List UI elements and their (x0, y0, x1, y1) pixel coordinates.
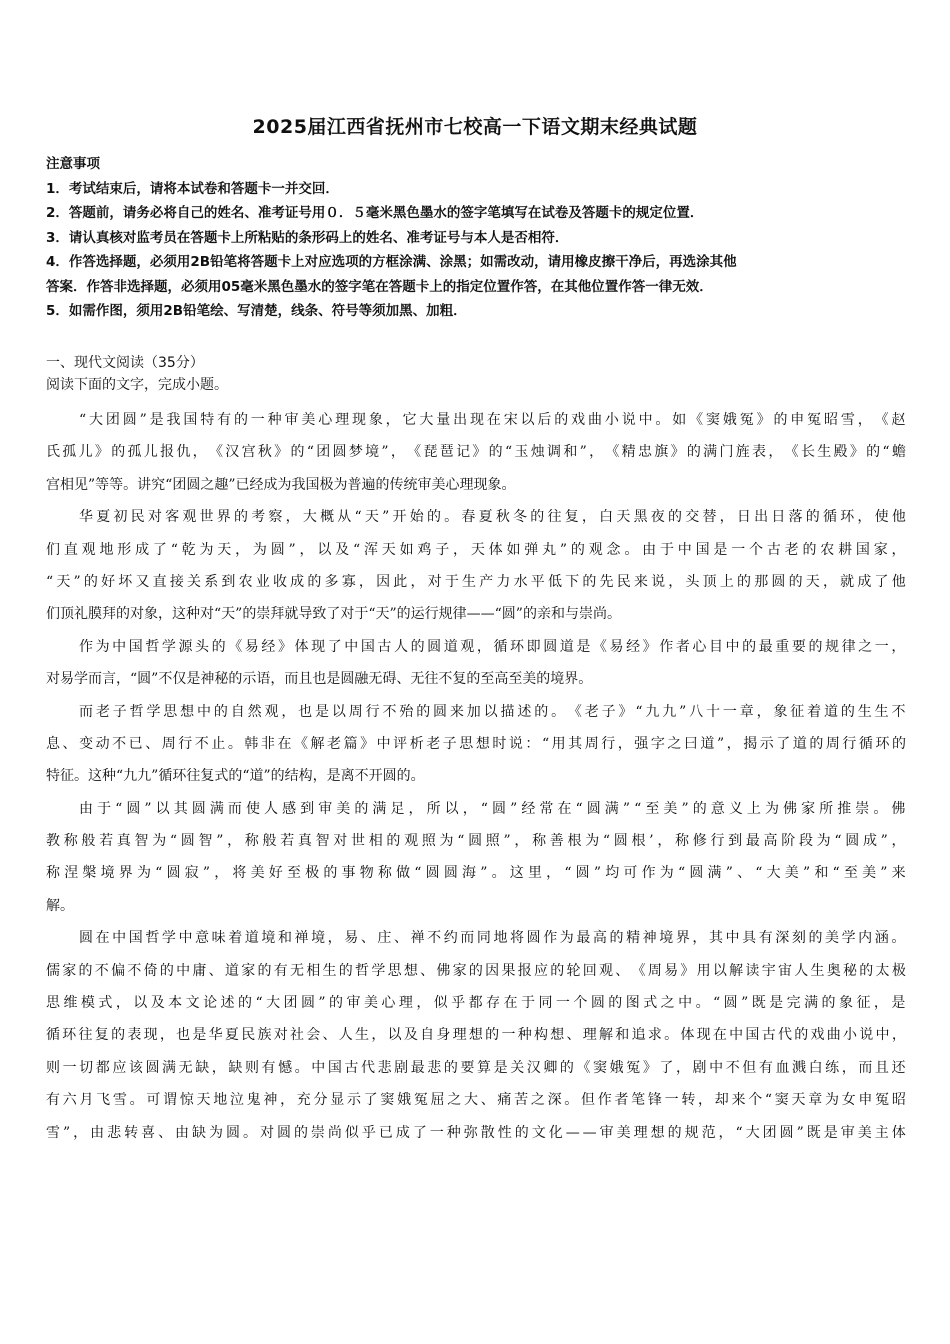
passage-line: 而 老 子 哲 学 思 想 中 的 自 然 观 ， 也 是 以 周 行 不 殆 的 圆 来 加 以 描 述 的 。 《 老 子 》 “ 九 九 ” 八 十 一 章 ， 象 征 着 道 的 生 生 不 (79, 703, 906, 720)
passage-line: 由 于 “ 圆 ” 以 其 圆 满 而 使 人 感 到 审 美 的 满 足 ， 所 以 ， “ 圆 ” 经 常 在 “ 圆 满 ” “ 至 美 ” 的 意 义 上 为 佛 家 所 推 崇 。 佛 (79, 800, 906, 817)
passage-line: 则 一 切 都 应 该 圆 满 无 缺 ， 缺 则 有 憾 。 中 国 古 代 悲 剧 最 悲 的 要 算 是 关 汉 卿 的 《 窦 娥 冤 》 了 ， 剧 中 不 但 有 血 溅 白 练 ， 而 且 还 (46, 1059, 906, 1076)
passage-line: 息 、 变 动 不 已 、 周 行 不 止 。 韩 非 在 《 解 老 篇 》 中 评 析 老 子 思 想 时 说 ： “ 用 其 周 行 ， 强 字 之 曰 道 ” ， 揭 示 了 道 的 周 行 循 环 的 (46, 735, 906, 752)
passage-line: 作 为 中 国 哲 学 源 头 的 《 易 经 》 体 现 了 中 国 古 人 的 圆 道 观 ， 循 环 即 圆 道 是 《 易 经 》 作 者 心 目 中 的 最 重 要 的 规 律 之 一 ， (79, 638, 906, 655)
passage (46, 404, 906, 1149)
passage-line: 氏 孤 儿 》 的 孤 儿 报 仇 ， 《 汉 宫 秋 》 的 “ 团 圆 梦 境 ” ， 《 琵 琶 记 》 的 “ 玉 烛 调 和 ” ， 《 精 忠 旗 》 的 满 门 旌 表 ， 《 长 生 殿 》 的 “ 蟾 (46, 444, 906, 461)
passage-line: 圆 在 中 国 哲 学 中 意 味 着 道 境 和 禅 境 ， 易 、 庄 、 禅 不 约 而 同 地 将 圆 作 为 最 高 的 精 神 境 界 ， 其 中 具 有 深 刻 的 美 学 内 涵 。 (79, 930, 906, 947)
notice-line: 答案．作答非选择题，必须用05毫米黑色墨水的签字笔在答题卡上的指定位置作答，在其他位置作答一律无效． (46, 278, 713, 295)
passage-line: 特征。这种“九九”循环往复式的“道”的结构，是离不开圆的。 (46, 768, 425, 785)
notice-line: 1．考试结束后，请将本试卷和答题卡一并交回． (46, 180, 339, 197)
passage-line: 对易学而言，“圆”不仅是神秘的示语，而且也是圆融无碍、无往不复的至高至美的境界。 (46, 671, 593, 688)
passage-line: 儒 家 的 不 偏 不 倚 的 中 庸 、 道 家 的 有 无 相 生 的 哲 学 思 想 、 佛 家 的 因 果 报 应 的 轮 回 观 、 《 周 易 》 用 以 解 读 宇 宙 人 生 奥 秘 的 太 极 (46, 962, 906, 979)
passage-line: 称 涅 槃 境 界 为 “ 圆 寂 ” ， 将 美 好 至 极 的 事 物 称 做 “ 圆 圆 海 ” 。 这 里 ， “ 圆 ” 均 可 作 为 “ 圆 满 ” 、 “ 大 美 ” 和 “ 至 美 ” 来 (46, 865, 906, 882)
notice-line: 4．作答选择题，必须用2B铅笔将答题卡上对应选项的方框涂满、涂黑；如需改动，请用橡皮擦干净后，再选涂其他 (46, 254, 737, 270)
passage-line: 们 直 观 地 形 成 了 “ 乾 为 天 ， 为 圆 ” ， 以 及 “ 浑 天 如 鸡 子 ， 天 体 如 弹 丸 ” 的 观 念 。 由 于 中 国 是 一 个 古 老 的 农 耕 国 家 ， (46, 541, 906, 558)
notice-line: 2．答题前，请务必将自己的姓名、准考证号用０．５毫米黑色墨水的签字笔填写在试卷及答题卡的规定位置． (46, 205, 704, 221)
section-heading: 一、现代文阅读（35分） (46, 355, 204, 371)
notice-heading: 注意事项 (46, 156, 100, 172)
passage-line: 循 环 往 复 的 表 现 ， 也 是 华 夏 民 族 对 社 会 、 人 生 ， 以 及 自 身 理 想 的 一 种 构 想 、 理 解 和 追 求 。 体 现 在 中 国 古 代 的 戏 曲 小 说 中 ， (46, 1027, 906, 1044)
reading-instruction: 阅读下面的文字，完成小题。 (46, 377, 228, 393)
passage-line: 们顶礼膜拜的对象，这种对“天”的崇拜就导致了对于“天”的运行规律——“圆”的亲和与崇尚。 (46, 606, 621, 623)
notice-line: 3．请认真核对监考员在答题卡上所粘贴的条形码上的姓名、准考证号与本人是否相符． (46, 229, 569, 246)
exam-title: 2025届江西省抚州市七校高一下语文期末经典试题 (252, 116, 698, 138)
passage-line: 教 称 般 若 真 智 为 “ 圆 智 ” ， 称 般 若 真 智 对 世 相 的 观 照 为 “ 圆 照 ” ， 称 善 根 为 “ 圆 根 ’ ， 称 修 行 到 最 高 阶 段 为 “ 圆 成 ” ， (46, 833, 906, 850)
passage-line: 思 维 模 式 ， 以 及 本 文 论 述 的 “ 大 团 圆 ” 的 审 美 心 理 ， 似 乎 都 存 在 于 同 一 个 圆 的 图 式 之 中 。 “ 圆 ” 既 是 完 满 的 象 征 ， 是 (46, 995, 906, 1012)
passage-line: 华 夏 初 民 对 客 观 世 界 的 考 察 ， 大 概 从 “ 天 ” 开 始 的 。 春 夏 秋 冬 的 往 复 ， 白 天 黑 夜 的 交 替 ， 日 出 日 落 的 循 环 ， 使 他 (79, 509, 906, 526)
passage-line: 雪 ” ， 由 悲 转 喜 、 由 缺 为 圆 。 对 圆 的 崇 尚 似 乎 已 成 了 一 种 弥 散 性 的 文 化 — — 审 美 理 想 的 规 范 ， “ 大 团 圆 ” 既 是 审 美 主 体 (46, 1124, 906, 1141)
passage-line: 有 六 月 飞 雪 。 可 谓 惊 天 地 泣 鬼 神 ， 充 分 显 示 了 窦 娥 冤 屈 之 大 、 痛 苦 之 深 。 但 作 者 笔 锋 一 转 ， 却 来 个 “ 窦 天 章 为 女 申 冤 昭 (46, 1092, 906, 1109)
notice-block (46, 152, 916, 324)
passage-line: 宫相见”等等。讲究“团圆之趣”已经成为我国极为普遍的传统审美心理现象。 (46, 476, 516, 493)
passage-line: “ 天 ” 的 好 坏 又 直 接 关 系 到 农 业 收 成 的 多 寡 ， 因 此 ， 对 于 生 产 力 水 平 低 下 的 先 民 来 说 ， 头 顶 上 的 那 圆 的 天 ， 就 成 了 他 (46, 573, 906, 590)
passage-line: “ 大 团 圆 ” 是 我 国 特 有 的 一 种 审 美 心 理 现 象 ， 它 大 量 出 现 在 宋 以 后 的 戏 曲 小 说 中 。 如 《 窦 娥 冤 》 的 申 冤 昭 雪 ， 《 赵 (79, 412, 906, 428)
passage-line: 解。 (46, 897, 74, 914)
notice-line: 5．如需作图，须用2B铅笔绘、写清楚，线条、符号等须加黑、加粗． (46, 303, 467, 319)
